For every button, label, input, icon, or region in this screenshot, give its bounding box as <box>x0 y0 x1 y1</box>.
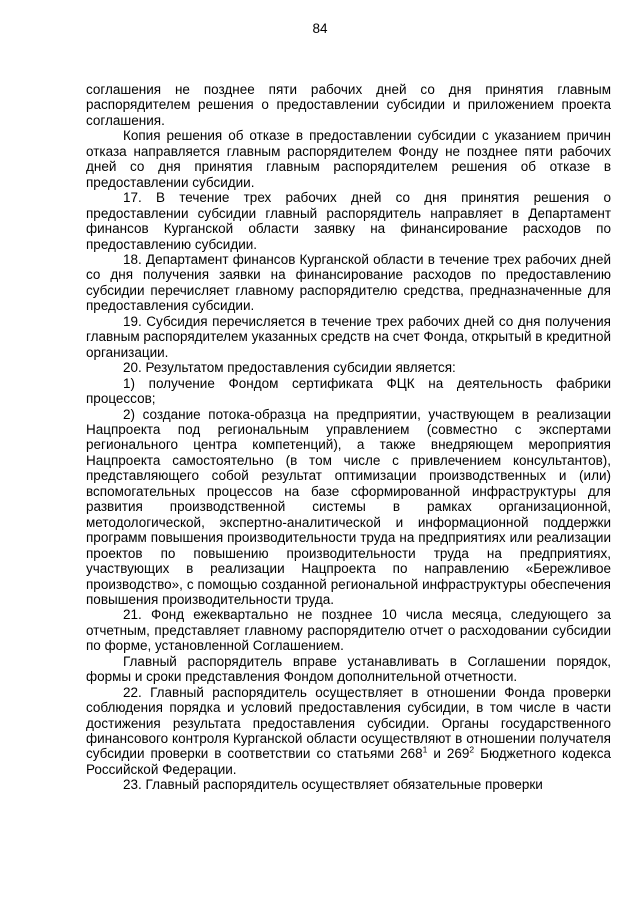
paragraph-refusal-copy: Копия решения об отказе в предоставлении субсидии с указанием причин отказа направляется главным распорядителем Фонду не позднее пяти рабочих дней со дня принятия главным распорядителем решения об отказе в предоставлении субсидии. <box>86 128 611 190</box>
paragraph-item-20-2: 2) создание потока-образца на предприятии, участвующем в реализации Нацпроекта под региональным управлением (совместно с экспертами регионального центра компетенций), а также внедряющем мероприятия Нацпроекта самостоятельно (в том числе с привлечением консультантов), представляющего собой результат оптимизации производственных и (или) вспомогательных процессов на базе сформированной инфраструктуры для развития производственной системы в рамках организационной, методологической, экспертно-аналитической и информационной поддержки программ повышения производительности труда на предприятиях или реализации проектов по повышению производительности труда на предприятиях, участвующих в реализации Нацпроекта по направлению «Бережливое производство», с помощью созданной региональной инфраструктуры обеспечения повышения производительности труда. <box>86 406 611 607</box>
superscript-269: 2 <box>469 744 475 755</box>
paragraph-additional-reporting: Главный распорядитель вправе устанавливать в Соглашении порядок, формы и сроки представления Фондом дополнительной отчетности. <box>86 653 611 685</box>
paragraph-item-20: 20. Результатом предоставления субсидии является: <box>123 360 456 376</box>
paragraph-item-22-text-start: 22. Главный распорядитель осуществляет в отношении Фонда проверки соблюдения порядка и условий предоставления субсидии, в том числе в части достижения результата предоставления субсидии. Органы государственного финансового контроля Курганской области осуществляют в отношении получателя субсидии проверки в соответствии со статьями 268 <box>86 684 611 762</box>
paragraph-item-20-1: 1) получение Фондом сертификата ФЦК на деятельность фабрики процессов; <box>86 375 611 407</box>
paragraph-item-17: 17. В течение трех рабочих дней со дня принятия решения о предоставлении субсидии главный распорядитель направляет в Департамент финансов Курганской области заявку на финансирование расходов по предоставлению субсидии. <box>86 190 611 252</box>
paragraph-item-21: 21. Фонд ежеквартально не позднее 10 числа месяца, следующего за отчетным, представляет главному распорядителю отчет о расходовании субсидии по форме, установленной Соглашением. <box>86 607 611 654</box>
document-body <box>86 82 611 793</box>
paragraph-continuation: соглашения не позднее пяти рабочих дней со дня принятия главным распорядителем решения о предоставлении субсидии и приложением проекта соглашения. <box>86 82 611 128</box>
superscript-268: 1 <box>422 744 428 755</box>
paragraph-item-22-text-middle: и 269 <box>427 746 470 762</box>
paragraph-item-18: 18. Департамент финансов Курганской области в течение трех рабочих дней со дня получения заявки на финансирование расходов по предоставлению субсидии перечисляет главному распорядителю средства, предназначенные для предоставления субсидии. <box>86 251 611 314</box>
paragraph-item-22 <box>86 685 611 778</box>
paragraph-item-22-text-end: Бюджетного кодекса Российской Федерации. <box>86 746 611 777</box>
page-number: 84 <box>312 21 328 36</box>
paragraph-item-19: 19. Субсидия перечисляется в течение трех рабочих дней со дня получения главным распорядителем указанных средств на счет Фонда, открытый в кредитной организации. <box>86 313 611 360</box>
paragraph-item-23: 23. Главный распорядитель осуществляет обязательные проверки <box>123 777 543 793</box>
